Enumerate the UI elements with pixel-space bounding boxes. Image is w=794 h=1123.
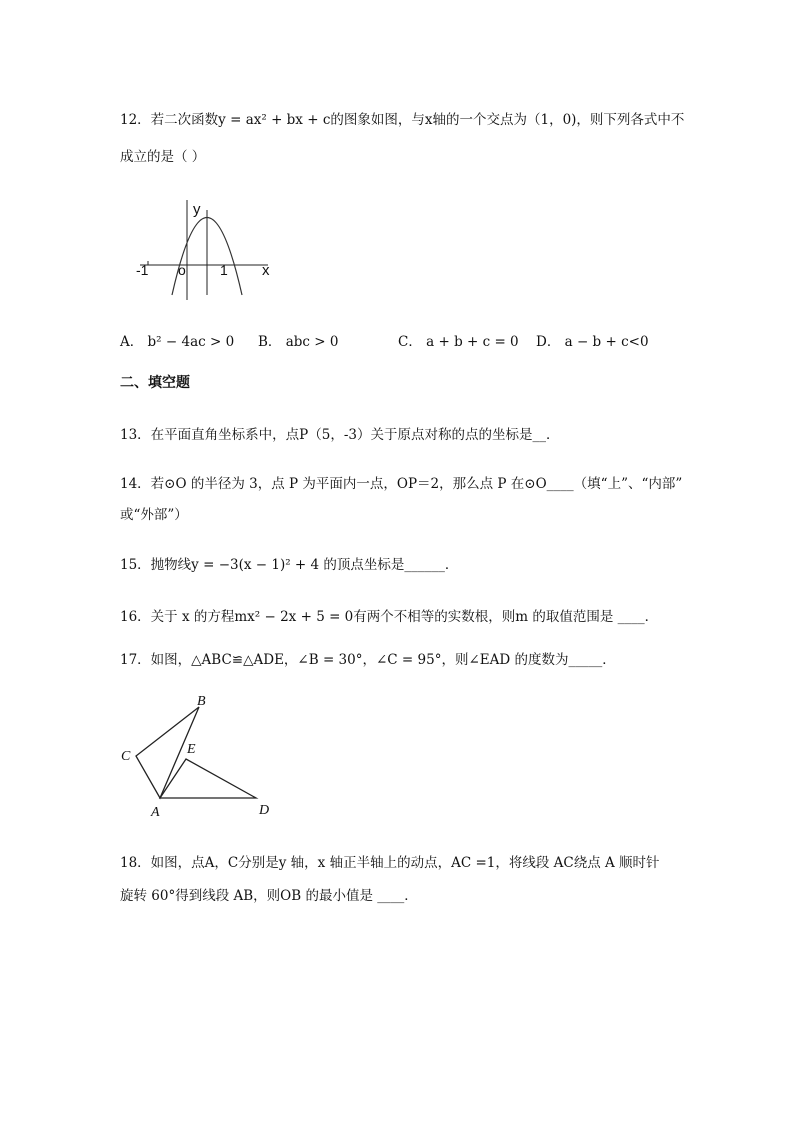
one-label: 1 [220,262,228,278]
q12-option-b[interactable]: B． abc > 0 [258,334,339,350]
label-a: A [151,805,160,820]
x-axis-label: x [262,262,270,279]
q12-text-line2: 成立的是（ ） [120,149,206,165]
q12-option-d[interactable]: D． a − b + c<0 [536,334,649,350]
label-e: E [187,742,196,757]
label-d: D [259,803,270,818]
q14-text-line1: 14．若⊙O 的半径为 3，点 P 为平面内一点，OP＝2，那么点 P 在⊙O____（填“上”、“内部” [120,476,683,492]
q12-option-a[interactable]: A． b² − 4ac > 0 [120,334,235,350]
section-title: 二、填空题 [120,375,190,391]
q15-text: 15．抛物线y = −3(x − 1)² + 4 的顶点坐标是______． [120,557,459,573]
q17-text: 17．如图，△ABC≌△ADE，∠B = 30°，∠C = 95°，则∠EAD 的度数为_____． [120,652,616,668]
origin-label: o [178,262,186,278]
q17-triangle-figure [115,690,285,820]
label-c: C [121,749,131,764]
q18-text-line2: 旋转 60°得到线段 AB，则OB 的最小值是 ____． [120,888,418,904]
q14-text-line2: 或“外部”） [120,507,188,523]
q12-option-c[interactable]: C． a + b + c = 0 [398,334,519,350]
label-b: B [197,694,206,709]
q12-text-line1: 12．若二次函数y = ax² + bx + c的图象如图，与x轴的一个交点为（1，0)，则下列各式中不 [120,112,685,128]
q18-text-line1: 18．如图，点A，C分别是y 轴，x 轴正半轴上的动点，AC =1，将线段 AC绕点 A 顺时针 [120,855,660,871]
q12-parabola-graph [130,195,290,305]
y-axis-label: y [193,201,201,218]
neg-one-label: -1 [136,262,149,278]
q13-text: 13．在平面直角坐标系中，点P（5，-3）关于原点对称的点的坐标是__． [120,427,560,443]
q16-text: 16．关于 x 的方程mx² − 2x + 5 = 0有两个不相等的实数根，则m 的取值范围是 ____． [120,609,659,625]
